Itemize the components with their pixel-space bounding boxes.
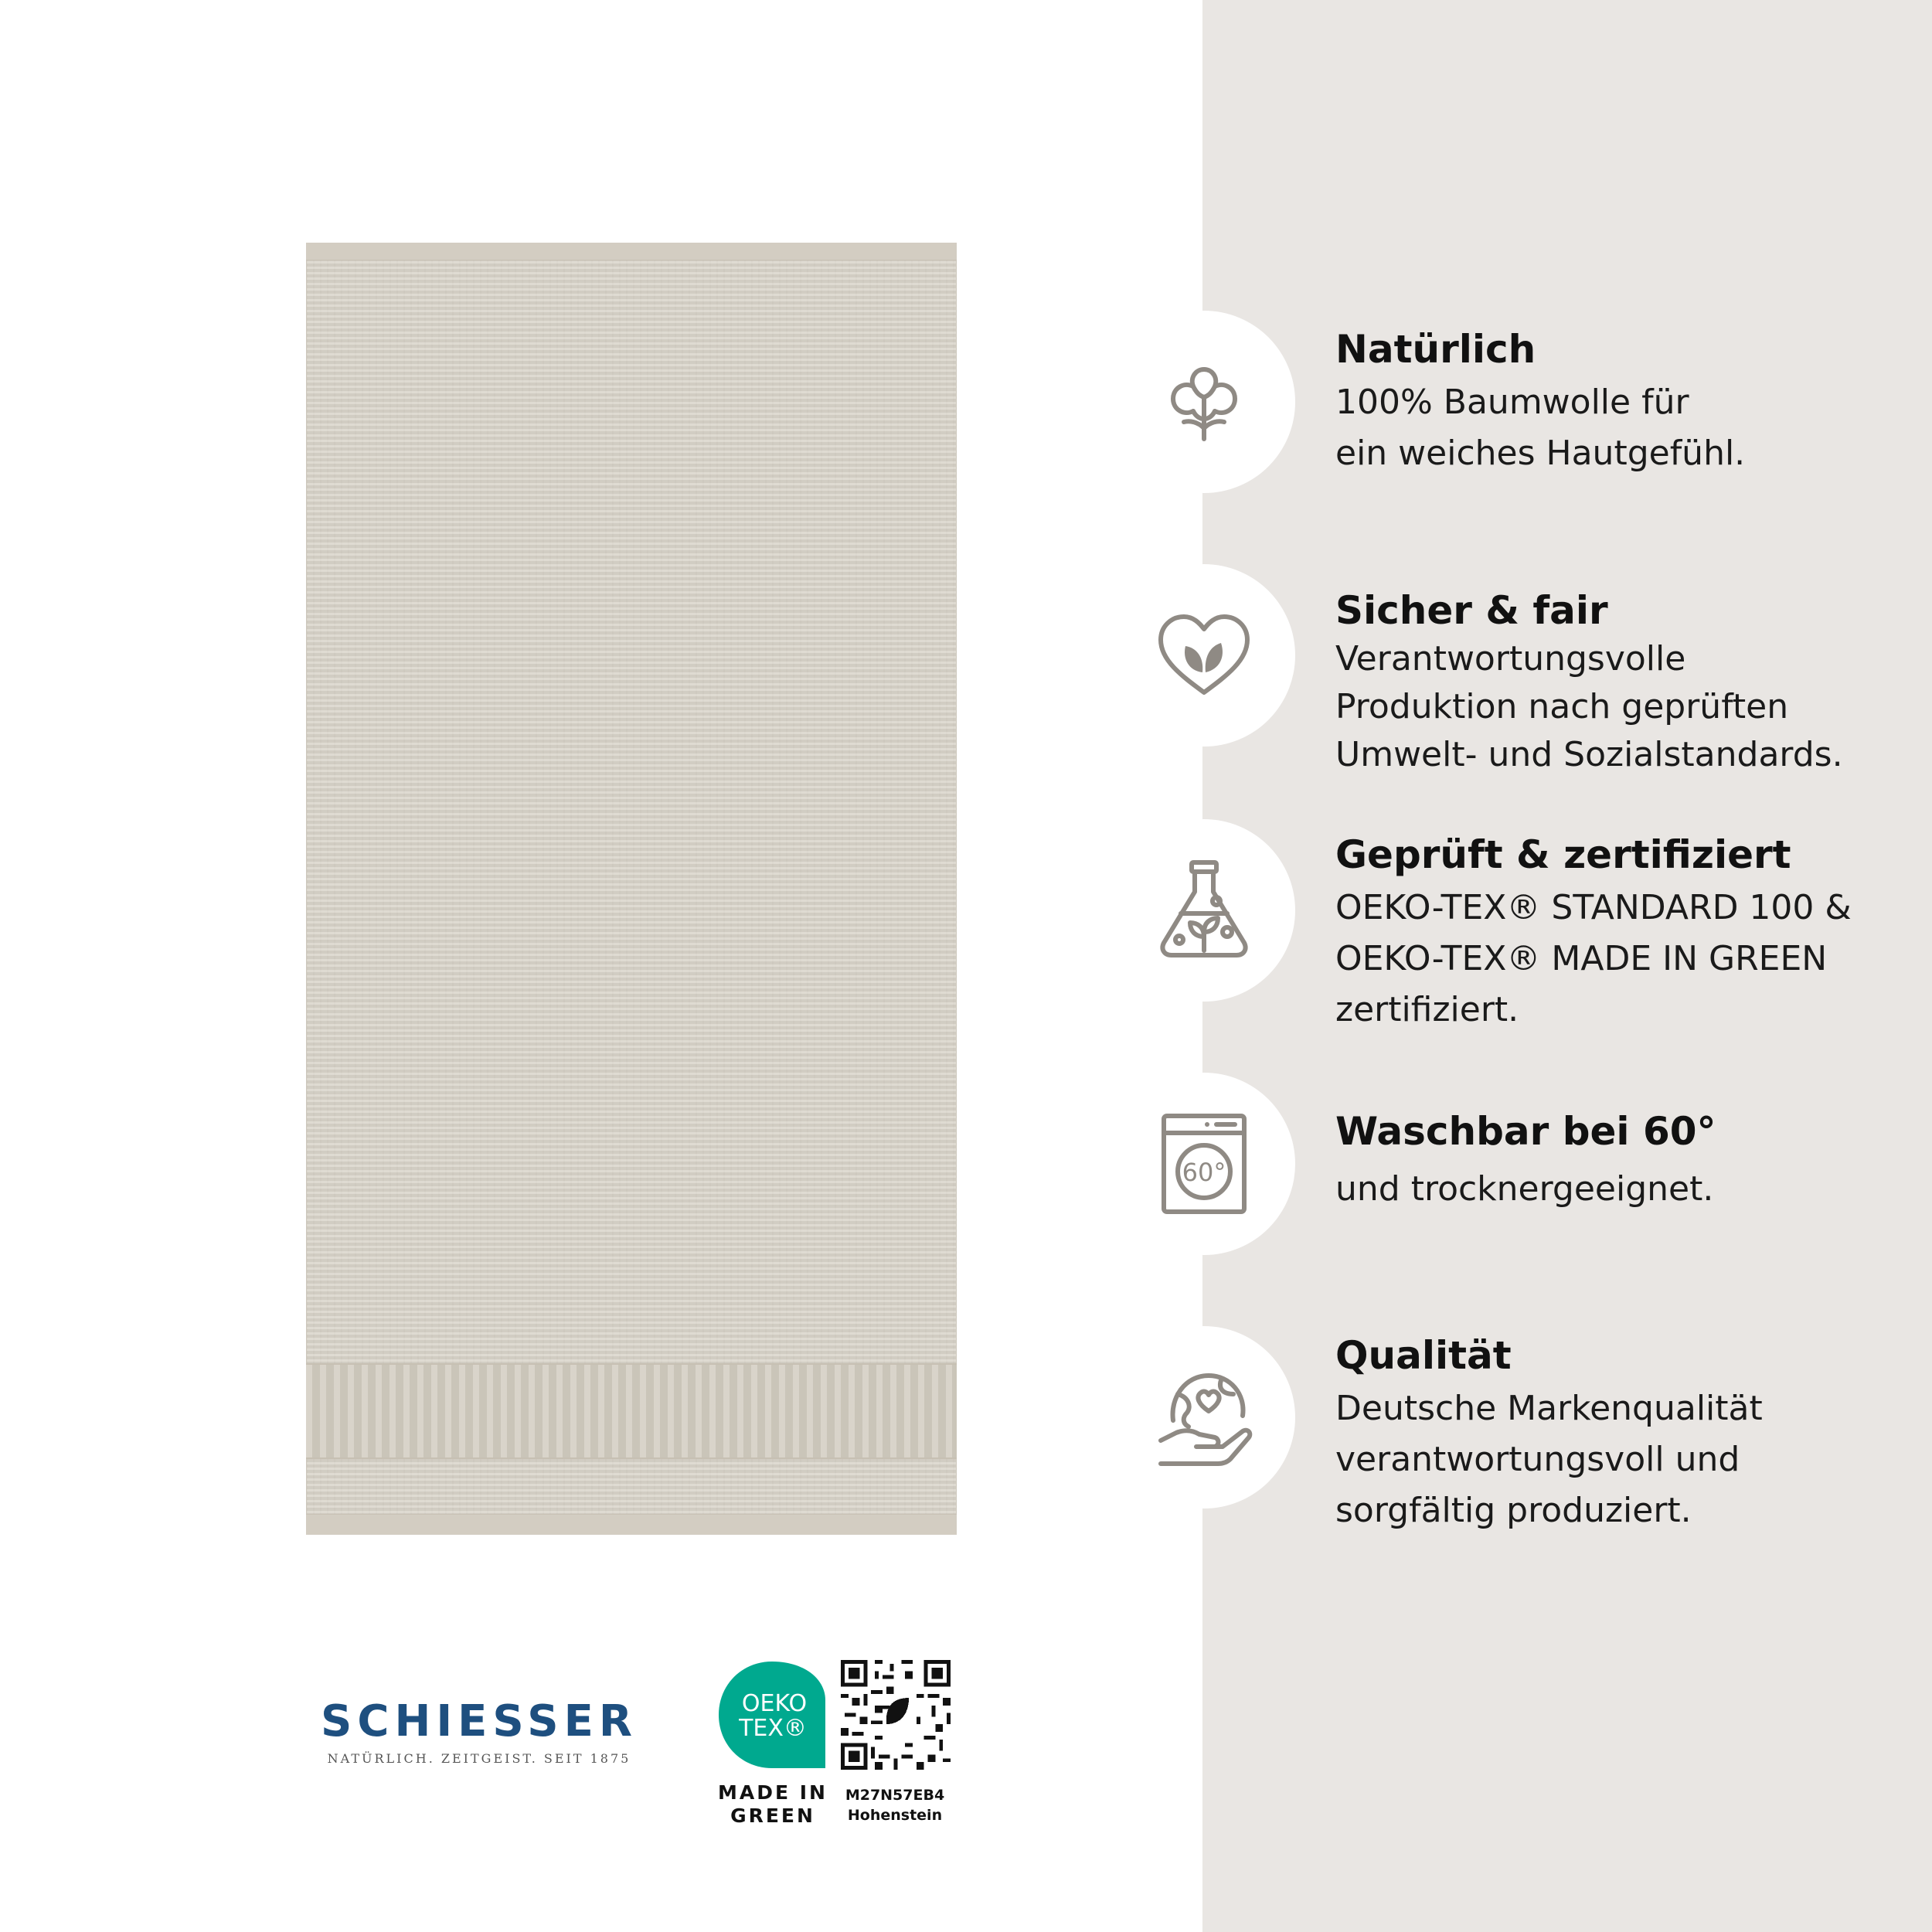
- certificate-code: M27N57EB4: [845, 1787, 945, 1804]
- feature-description-line: und trocknergeeignet.: [1335, 1169, 1714, 1209]
- feature-description-line: ein weiches Hautgefühl.: [1335, 434, 1746, 473]
- towel-product-image: [306, 243, 957, 1535]
- towel-top-hem: [306, 243, 957, 260]
- hand-globe-heart-icon: [1150, 1363, 1258, 1471]
- feature-title: Qualität: [1335, 1333, 1512, 1378]
- feature-description-line: verantwortungsvoll und: [1335, 1440, 1740, 1479]
- feature-title: Geprüft & zertifiziert: [1335, 832, 1791, 877]
- towel-woven-border: [306, 1363, 957, 1459]
- oeko-tex-logo: [717, 1660, 827, 1770]
- feature-certified: [1113, 819, 1917, 1029]
- qr-code[interactable]: [841, 1660, 951, 1770]
- certificate-institute: Hohenstein: [847, 1807, 943, 1824]
- oeko-logo-line1: OEKO: [741, 1690, 808, 1717]
- feature-quality: [1113, 1326, 1917, 1530]
- feature-description-line: OEKO-TEX® MADE IN GREEN: [1335, 939, 1828, 978]
- feature-icon-circle: [1113, 564, 1295, 747]
- caption-line: MADE IN: [718, 1781, 828, 1804]
- feature-description-line: Deutsche Markenqualität: [1335, 1389, 1763, 1428]
- feature-description-line: OEKO-TEX® STANDARD 100 &: [1335, 888, 1852, 927]
- feature-safe-fair: [1113, 564, 1917, 774]
- feature-description-line: 100% Baumwolle für: [1335, 383, 1689, 422]
- qr-caption: [825, 1785, 964, 1825]
- caption-line: GREEN: [730, 1804, 815, 1827]
- feature-title: Sicher & fair: [1335, 588, 1608, 633]
- heart-leaves-icon: [1150, 601, 1258, 709]
- feature-title: Natürlich: [1335, 327, 1536, 372]
- feature-title: Waschbar bei 60°: [1335, 1109, 1716, 1154]
- feature-description-line: Verantwortungsvolle: [1335, 639, 1686, 679]
- brand-tagline: NATÜRLICH. ZEITGEIST. SEIT 1875: [327, 1751, 631, 1766]
- wash-temperature-label: 60°: [1182, 1158, 1226, 1187]
- cotton-flower-icon: [1150, 348, 1258, 456]
- flask-plant-icon: [1150, 856, 1258, 964]
- feature-description-line: Umwelt- und Sozialstandards.: [1335, 735, 1843, 774]
- feature-icon-circle: [1113, 819, 1295, 1002]
- feature-icon-circle: [1113, 1326, 1295, 1509]
- feature-washable: [1113, 1073, 1917, 1274]
- feature-description-line: Produktion nach geprüften: [1335, 687, 1789, 726]
- washing-machine-icon: [1150, 1110, 1258, 1218]
- feature-description-line: sorgfältig produziert.: [1335, 1491, 1692, 1530]
- brand-name: SCHIESSER: [321, 1696, 638, 1747]
- feature-icon-circle: [1113, 1073, 1295, 1255]
- feature-description-line: zertifiziert.: [1335, 990, 1519, 1029]
- towel-bottom-hem: [306, 1514, 957, 1535]
- oeko-logo-line2: TEX®: [739, 1715, 807, 1742]
- schiesser-logo: [309, 1697, 649, 1766]
- feature-icon-circle: [1113, 311, 1295, 493]
- feature-natural: [1113, 311, 1917, 512]
